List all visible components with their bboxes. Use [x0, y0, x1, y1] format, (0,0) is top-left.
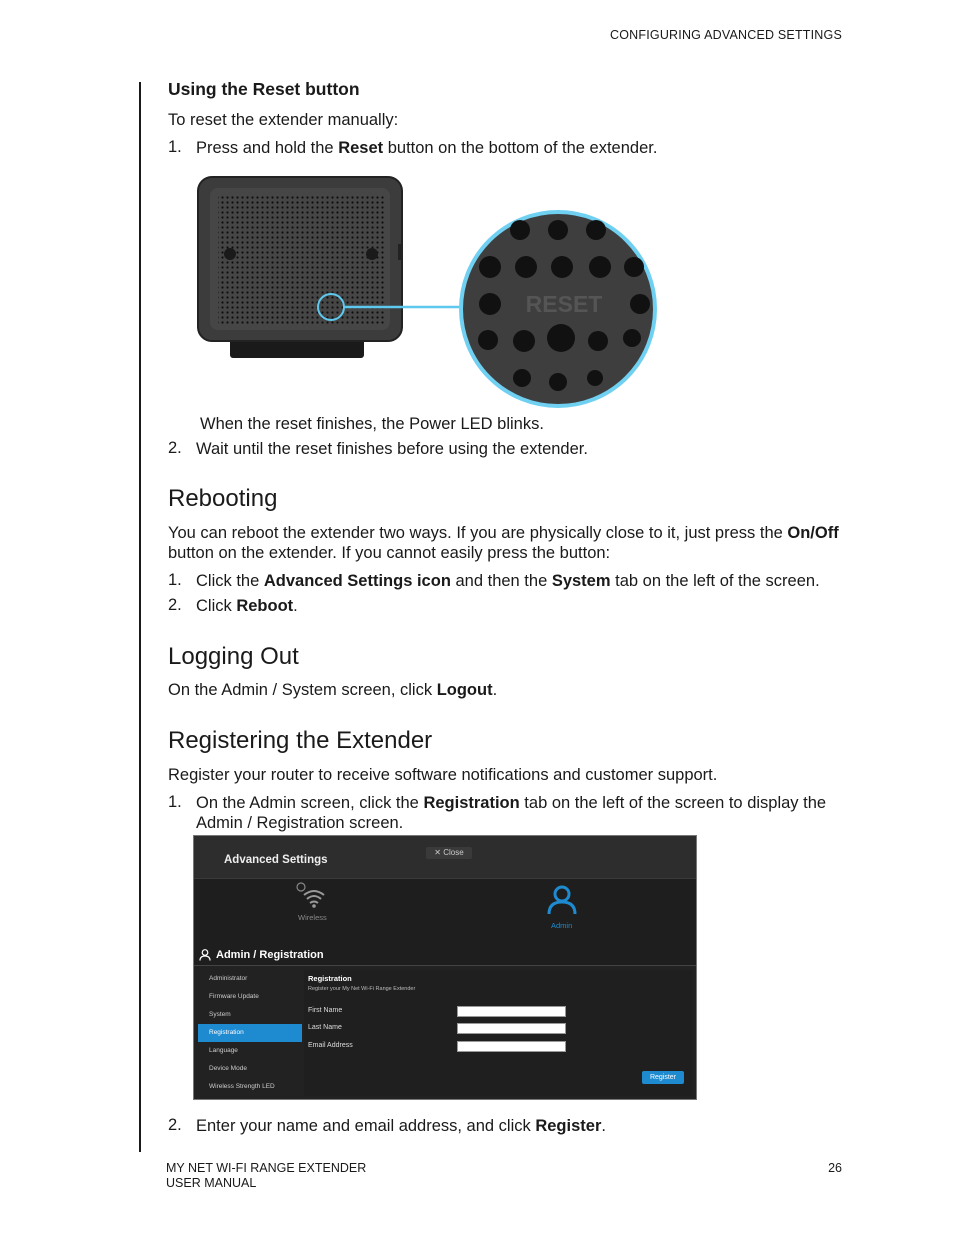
rebooting-step2-num: 2. [168, 596, 182, 614]
register-step1-num: 1. [168, 793, 182, 811]
reset-step1-num: 1. [168, 138, 182, 156]
register-heading: Registering the Extender [168, 727, 433, 754]
screenshot-title: Advanced Settings [224, 854, 328, 866]
registration-form [304, 970, 692, 1096]
register-step1: On the Admin screen, click the Registration tab on the left of the screen to display the Admin / Registration screen. [196, 794, 827, 832]
register-step2-num: 2. [168, 1116, 182, 1134]
first-name-field [457, 1006, 566, 1017]
admin-sidebar [198, 970, 302, 1098]
user-icon [199, 949, 211, 961]
rebooting-intro: You can reboot the extender two ways. If you are physically close to it, just press the On/Off button on the extender. If you cannot easily press the button: [168, 524, 839, 562]
rebooting-step2: Click Reboot. [196, 597, 298, 615]
extender-reset-figure [190, 170, 665, 412]
admin-registration-screenshot [193, 835, 697, 1100]
last-name-label: Last Name [308, 1024, 342, 1031]
reset-label: RESET [525, 291, 603, 317]
admin-label: Admin [551, 921, 573, 930]
admin-icon [546, 885, 578, 915]
wireless-icon [294, 881, 334, 909]
sidebar-item-language: Language [209, 1047, 238, 1054]
form-title: Registration [308, 974, 352, 983]
reset-intro: To reset the extender manually: [168, 111, 399, 129]
register-button: Register [642, 1071, 684, 1084]
sidebar-item-registration: Registration [198, 1024, 302, 1042]
section-title: Admin / Registration [216, 949, 324, 961]
first-name-label: First Name [308, 1007, 343, 1014]
close-tab [426, 847, 472, 859]
sidebar-item-system: System [209, 1011, 231, 1018]
footer [166, 1161, 366, 1191]
last-name-field [457, 1023, 566, 1034]
rebooting-step1-num: 1. [168, 571, 182, 589]
reset-step1: Press and hold the Reset button on the bottom of the extender. [196, 139, 658, 157]
logout-heading: Logging Out [168, 643, 299, 670]
close-icon: ✕ [434, 848, 444, 857]
sidebar-item-firmware-update: Firmware Update [209, 993, 259, 1000]
footer-doc: USER MANUAL [166, 1176, 257, 1190]
extender-device-image [198, 177, 403, 358]
settings-icon-row [194, 879, 696, 946]
close-label: Close [443, 848, 464, 857]
footer-product: MY NET WI-FI RANGE EXTENDER [166, 1161, 367, 1175]
register-intro: Register your router to receive software notifications and customer support. [168, 766, 718, 784]
reset-step2-num: 2. [168, 439, 182, 457]
form-description: Register your My Net Wi-Fi Range Extender [308, 986, 416, 992]
margin-bar [139, 82, 141, 1152]
sidebar-item-wireless-strength-led: Wireless Strength LED [209, 1083, 275, 1090]
reset-step2: Wait until the reset finishes before using the extender. [196, 440, 588, 458]
screenshot-topbar [194, 836, 696, 879]
reset-heading: Using the Reset button [168, 79, 360, 99]
page-number: 26 [828, 1161, 842, 1175]
sidebar-item-device-mode: Device Mode [209, 1065, 247, 1072]
register-step2: Enter your name and email address, and click Register. [196, 1117, 606, 1135]
email-field [457, 1041, 566, 1052]
email-label: Email Address [308, 1042, 353, 1049]
running-header: CONFIGURING ADVANCED SETTINGS [610, 28, 842, 42]
reset-after-figure: When the reset finishes, the Power LED blinks. [200, 415, 544, 433]
logout-text: On the Admin / System screen, click Logout. [168, 681, 498, 699]
wireless-label: Wireless [298, 913, 327, 922]
rebooting-step1: Click the Advanced Settings icon and then the System tab on the left of the screen. [196, 572, 820, 590]
section-bar [194, 946, 696, 966]
sidebar-item-administrator: Administrator [209, 975, 248, 982]
rebooting-heading: Rebooting [168, 485, 278, 512]
